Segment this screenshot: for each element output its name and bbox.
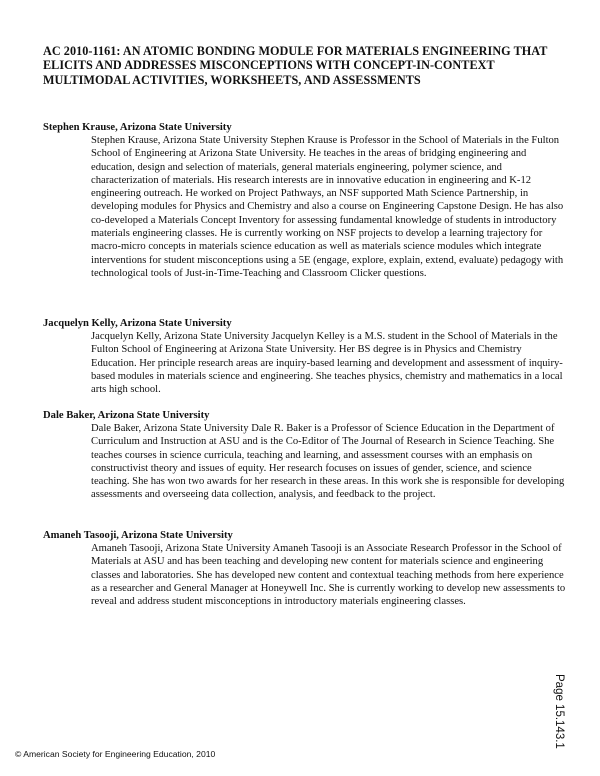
copyright-footer: © American Society for Engineering Education, 2010 — [15, 749, 216, 759]
author-bio: Stephen Krause, Arizona State University Stephen Krause is Professor in the School of Materials in the Fulton School of Engineering at Arizona State University. He teaches in the areas of bridging engineering and education, design and selection of materials, general materials engineering, polymer science, and characterization of materials. His research interests are in innovative education in engineering and K-12 engineering outreach. He worked on Project Pathways, an NSF supported Math Science Partnership, in developing modules for Physics and Chemistry and also a course on Engineering Capstone Design. He has also co-developed a Materials Concept Inventory for assessing fundamental knowledge of students in introductory materials engineering classes. He is currently working on NSF projects to develop a learning trajectory for macro-micro concepts in materials science education as well as materials science modules which integrate interventions for student misconceptions using a 5E (engage, explore, explain, extend, evaluate) pedagogy with technological tools of Just-in-Time-Teaching and Classroom Clicker questions. — [91, 135, 564, 279]
author-name: Jacquelyn Kelly, Arizona State University — [43, 318, 232, 329]
author-bio: Amaneh Tasooji, Arizona State University Amaneh Tasooji is an Associate Research Professor in the School of Materials at ASU and has been teaching and developing new content for materials science and engineering classes and laboratories. She has developed new content and contextual teaching methods from here experience as a researcher and General Manager at Honeywell Inc. She is currently working to develop new assessments to reveal and address student misconceptions in introductory materials engineering classes. — [91, 543, 566, 608]
author-block — [43, 317, 568, 396]
author-name: Stephen Krause, Arizona State University — [43, 122, 232, 133]
author-bio: Jacquelyn Kelly, Arizona State University Jacquelyn Kelley is a M.S. student in the School of Materials in the Fulton School of Engineering at Arizona State University. Her BS degree is in Physics and Chemistry Education. Her principle research areas are inquiry-based learning and development and assessment of inquiry-based modules in materials science and engineering. She teaches physics, chemistry and mathematics in a local arts high school. — [91, 331, 563, 396]
paper-title: AC 2010-1161: AN ATOMIC BONDING MODULE FOR MATERIALS ENGINEERING THAT ELICITS AND ADDRESSES MISCONCEPTIONS WITH CONCEPT-IN-CONTEXT MULTIMODAL ACTIVITIES, WORKSHEETS, AND ASSESSMENTS — [43, 44, 548, 87]
author-block — [43, 529, 568, 608]
author-block — [43, 121, 568, 280]
author-bio: Dale Baker, Arizona State University Dale R. Baker is a Professor of Science Education in the Department of Curriculum and Instruction at ASU and is the Co-Editor of The Journal of Research in Science Teaching. She teaches courses in science curricula, teaching and learning, and assessment courses with an emphasis on constructivist theory and issues of equity. Her research focuses on issues of gender, science, and science teaching. She has won two awards for her research in these areas. In this work she is responsible for developing assessments and overseeing data collection, analysis, and feedback to the project. — [91, 423, 565, 501]
page-number: Page 15.143.1 — [553, 674, 565, 749]
author-name: Amaneh Tasooji, Arizona State University — [43, 530, 233, 541]
author-name: Dale Baker, Arizona State University — [43, 410, 210, 421]
author-block — [43, 409, 568, 502]
